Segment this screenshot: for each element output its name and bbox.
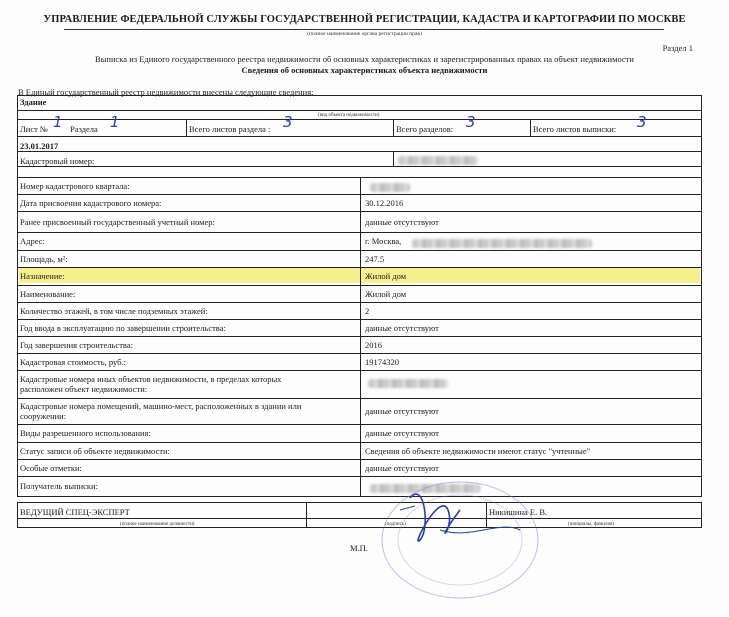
divider [530,119,531,136]
divider [393,151,394,166]
row-value: 19174320 [365,356,399,367]
row-label: Ранее присвоенный государственный учетный номер: [20,216,215,227]
row-value: 247.5 [365,253,385,264]
total-sheets-label: Всего листов выписки: [533,124,617,134]
row-label: Особые отметки: [20,462,82,473]
row-value: данные отсутствуют [365,322,439,333]
column-divider [360,177,361,496]
section-label: Раздела [70,124,98,134]
row-label: Статус записи об объекте недвижимости: [20,445,170,456]
row-value: 30.12.2016 [365,197,404,208]
row-label: Назначение: [20,271,65,281]
object-type-caption: (вид объекта недвижимости) [318,113,380,118]
row-label: Наименование: [20,288,76,299]
row-label: Год завершения строительства: [20,339,133,350]
row-value: Жилой дом [365,271,407,281]
row-label: Количество этажей, в том числе подземных этажей: [20,305,208,316]
total-sections-value: 3 [466,113,476,131]
divider [17,166,702,167]
row-label: Номер кадастрового квартала: [20,180,130,191]
row-value: Сведения об объекте недвижимости имеют статус "учтенные" [365,445,591,456]
divider [17,136,702,137]
object-type: Здание [20,97,47,107]
sheet-value: 1 [53,113,63,131]
org-underline [64,29,664,30]
signer-name: Никишина Е. В. [489,507,548,517]
divider [17,119,702,120]
row-label: Дата присвоения кадастрового номера: [20,197,162,208]
row-divider [17,496,702,497]
total-sheets-section-label: Всего листов раздела : [189,124,271,134]
cadastral-number-label: Кадастровый номер: [20,156,95,166]
redacted-value [368,379,448,388]
row-value: данные отсутствуют [365,428,439,438]
intro-text: В Единый государственный реестр недвижимости внесены следующие сведения: [18,87,314,97]
redacted-value [398,156,478,165]
row-value: г. Москва, [365,236,402,246]
divider [17,518,702,519]
total-sheets-section-value: 3 [283,113,293,131]
row-label: Кадастровые номера иных объектов недвижимости, в пределах которых [20,374,282,384]
position-caption: (полное наименование должности) [120,522,195,527]
sheet-label: Лист № [20,124,49,134]
row-value: данные отсутствуют [365,406,439,416]
org-caption: (полное наименование органа регистрации прав) [307,31,422,37]
redacted-value [412,239,592,248]
section-value: 1 [110,113,120,131]
divider [393,119,394,136]
extract-date: 23.01.2017 [20,141,59,151]
row-label-continued: расположен объект недвижимости: [20,384,148,394]
name-caption: (инициалы, фамилия) [568,522,615,527]
row-value: Жилой дом [365,288,407,299]
row-label: Площадь, м²: [20,253,68,264]
section-number: Раздел 1 [662,43,693,53]
redacted-value [370,183,410,192]
divider [306,502,307,528]
signer-position: ВЕДУЩИЙ СПЕЦ-ЭКСПЕРТ [20,507,130,517]
divider [186,119,187,136]
row-value: 2 [365,305,370,316]
row-value: 2016 [365,339,382,350]
row-label: Получатель выписки: [20,481,98,491]
row-label-continued: сооружении: [20,411,67,421]
row-value: данные отсутствуют [365,216,439,227]
row-label: Виды разрешенного использования: [20,428,151,438]
row-label: Кадастровая стоимость, руб.: [20,356,126,367]
row-label: Кадастровые номера помещений, машино-мест, расположенных в здании или [20,401,302,411]
org-title: УПРАВЛЕНИЕ ФЕДЕРАЛЬНОЙ СЛУЖБЫ ГОСУДАРСТВЕННОЙ РЕГИСТРАЦИИ, КАДАСТРА И КАРТОГРАФИИ ПО МОСКВЕ [43,14,686,25]
row-label: Адрес: [20,236,45,246]
row-label: Год ввода в эксплуатацию по завершении строительства: [20,322,226,333]
signature-stamp-image [370,470,570,600]
divider [17,151,702,152]
stamp-label: М.П. [350,543,368,553]
total-sections-label: Всего разделов: [396,124,454,134]
document-subtitle: Сведения об основных характеристиках объекта недвижимости [241,65,488,75]
row-value: данные отсутствуют [365,462,439,473]
signature-caption: (подпись) [385,522,406,527]
total-sheets-value: 3 [637,113,647,131]
document-title: Выписка из Единого государственного реестра недвижимости об основных характеристиках и зарегистрированных правах на объект недвижимости [95,54,634,64]
